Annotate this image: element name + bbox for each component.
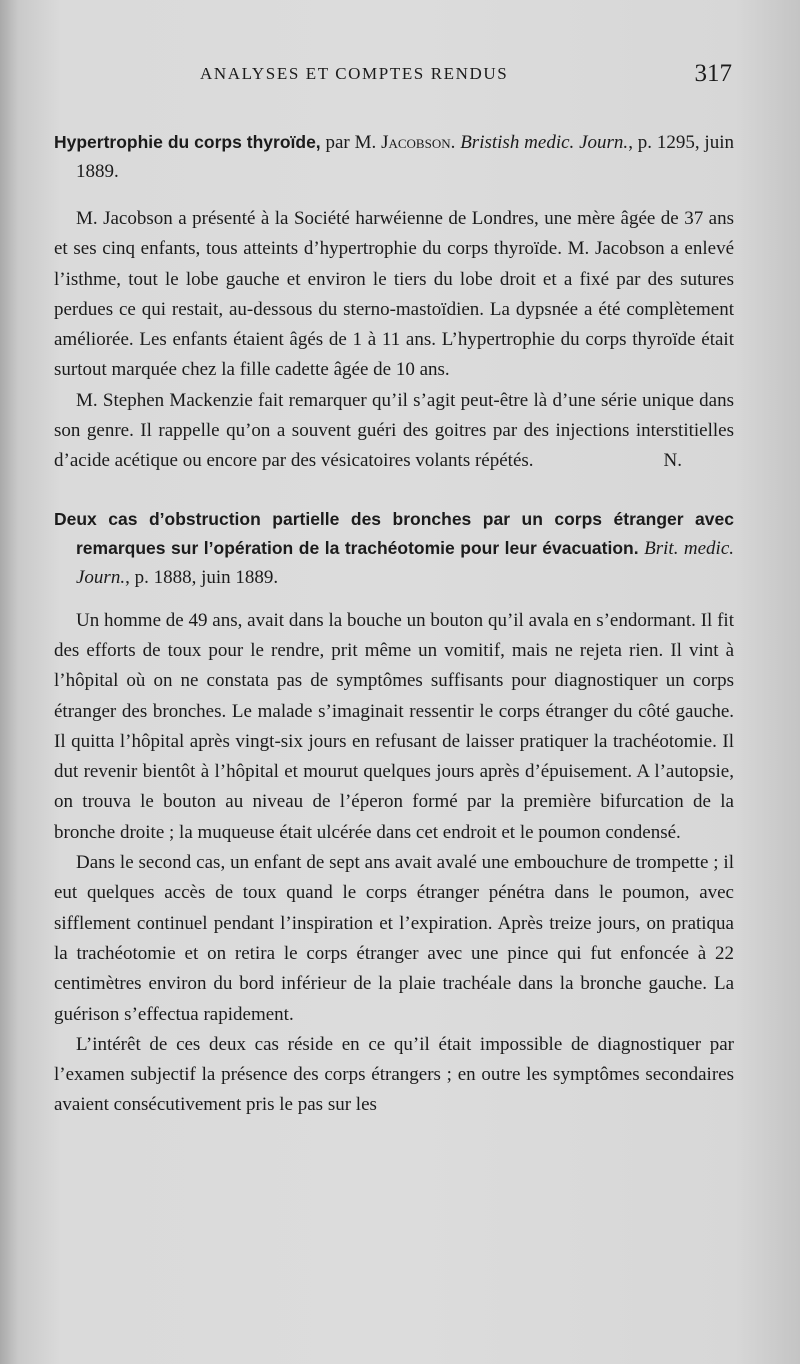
page-header — [0, 58, 800, 94]
paragraph: Un homme de 49 ans, avait dans la bouche un bouton qu’il avala en s’endormant. Il fit des efforts de toux pour le rendre, prit même un vomitif, mais ne rejeta rien. Il vint à l’hôpital où on ne constata pas de symptômes suffisants pour diagnostiquer un corps étranger des bronches. Le malade s’imaginait ressentir le corps étranger du côté gauche. Il quitta l’hôpital après vingt-six jours en refusant de laisser pratiquer la trachéotomie. Il dut revenir bientôt à l’hôpital et mourut quelques jours après d’épuisement. A l’autopsie, on trouva le bouton au niveau de l’éperon formé par la première bifurcation de la bronche droite ; la muqueuse était ulcérée dans cet endroit et le poumon condensé. — [54, 609, 734, 843]
paragraph-text: M. Stephen Mackenzie fait remarquer qu’il s’agit peut-être là d’une série unique dans son genre. Il rappelle qu’on a souvent guéri des goitres par des injections interstitielles d’acide acétique ou encore par des vésicatoires volants répétés. — [54, 389, 734, 472]
page-number: 317 — [694, 60, 732, 87]
journal-reference: , p. 1888, juin 1889. — [125, 566, 279, 588]
title-text: Hypertrophie du corps thyroïde, — [54, 132, 321, 152]
running-head: ANALYSES ET COMPTES RENDUS — [200, 64, 509, 83]
paragraph-with-signature — [54, 386, 734, 477]
journal-name: Brit. medic. Journ. — [76, 537, 735, 588]
paragraph: L’intérêt de ces deux cas réside en ce qu’il était impossible de diagnostiquer par l’examen subjectif la présence des corps étrangers ; en outre les symptômes secondaires avaient consécutivement pris le pas sur les — [54, 1033, 734, 1116]
paragraph: Dans le second cas, un enfant de sept ans avait avalé une embouchure de trompette ; il eut quelques accès de toux quand le corps étranger pénétra dans le poumon, avec sifflement continuel pendant l’inspiration et l’expiration. Après treize jours, on pratiqua la trachéotomie et on retira le corps étranger avec une pince qui fut enfoncée à 22 centimètres environ du bord inférieur de la plaie trachéale dans la bronche gauche. La guérison s’effectua rapidement. — [54, 852, 734, 1025]
journal-name: Bristish medic. Journ. — [460, 132, 629, 153]
paragraph: M. Jacobson a présenté à la Société harwéienne de Londres, une mère âgée de 37 ans et ses cinq enfants, tous atteints d’hypertrophie du corps thyroïde. M. Jacobson a enlevé l’isthme, tout le lobe gauche et environ le tiers du lobe droit et a fixé par des sutures perdues ce qui restait, au-dessous du sterno-mastoïdien. La dypsnée a été complètement améliorée. Les enfants étaient âgés de 1 à 11 ans. L’hypertrophie du corps thyroïde était surtout marquée chez la fille cadette âgée de 10 ans. — [54, 208, 734, 381]
article-title-thyroid — [54, 128, 734, 186]
signature: N. — [663, 450, 682, 472]
title-separator: . — [450, 132, 461, 153]
title-by: par M. — [320, 132, 382, 153]
author-name: Jacobson — [381, 132, 451, 153]
title-text: Deux cas d’obstruction partielle des bronches par un corps étranger avec remarques sur l’opération de la trachéotomie pour leur évacuation. — [54, 508, 734, 558]
page-content — [54, 128, 734, 1121]
article-title-bronchi — [54, 505, 734, 592]
journal-reference: , p. 1295, juin 1889. — [76, 132, 734, 182]
